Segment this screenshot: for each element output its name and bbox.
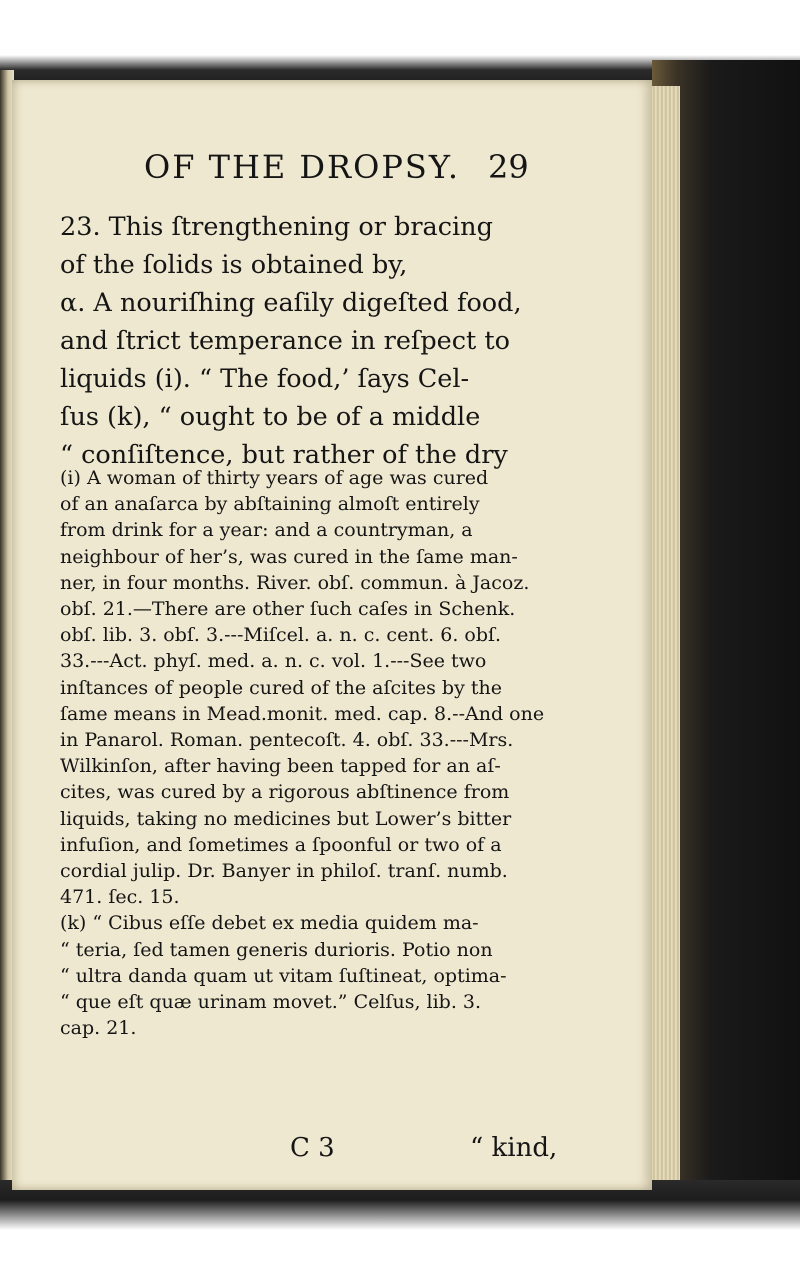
footnote-line: Wilkinſon, after having been tapped for an aſ- (60, 755, 501, 778)
footnote-line: cites, was cured by a rigorous abſtinence from (60, 781, 510, 804)
footnote-line: ner, in four months. River. obſ. commun. à Jacoz. (60, 571, 530, 594)
main-text (60, 208, 630, 474)
main-text-line: liquids (i). “ The food,’ ſays Cel- (60, 364, 470, 394)
main-text-line: “ conſiſtence, but rather of the dry (60, 440, 508, 470)
footnote-line: of an anaſarca by abſtaining almoſt entirely (60, 493, 480, 516)
footnote-line: neighbour of her’s, was cured in the ſame man- (60, 545, 518, 568)
book-page (12, 80, 652, 1190)
main-text-line: and ſtrict temperance in reſpect to (60, 326, 510, 356)
footnote-line: “ ultra danda quam ut vitam ſuſtineat, optima- (60, 964, 507, 987)
footnote-line: 471. ſec. 15. (60, 886, 180, 909)
page-number: 29 (488, 148, 529, 186)
footnote-line: 33.---Act. phyſ. med. a. n. c. vol. 1.---See two (60, 650, 487, 673)
main-text-line: α. A nouriſhing eaſily digeſted food, (60, 288, 522, 318)
main-text-line: 23. This ſtrengthening or bracing (60, 212, 493, 242)
footnote-line: “ que eſt quæ urinam movet.” Celſus, lib. 3. (60, 991, 482, 1014)
footnote-line: inſtances of people cured of the aſcites by the (60, 676, 502, 699)
catchword: “ kind, (470, 1133, 558, 1163)
footnotes (60, 465, 632, 1041)
page-content (12, 80, 652, 1190)
footnote-line: obſ. lib. 3. obſ. 3.---Miſcel. a. n. c. cent. 6. obſ. (60, 624, 502, 647)
footnote-line: in Panarol. Roman. pentecoſt. 4. obſ. 33.---Mrs. (60, 729, 514, 752)
footnote-line: ſame means in Mead.monit. med. cap. 8.--And one (60, 702, 545, 725)
footnote-line: liquids, taking no medicines but Lower’s bitter (60, 807, 512, 830)
footnote-line: infuſion, and ſometimes a ſpoonful or two of a (60, 833, 502, 856)
main-text-line: ſus (k), “ ought to be of a middle (60, 402, 481, 432)
footnote-line: “ teria, ſed tamen generis durioris. Potio non (60, 938, 493, 961)
footnote-line: (k) “ Cibus eſſe debet ex media quidem ma- (60, 912, 479, 935)
footnote-line: (i) A woman of thirty years of age was cured (60, 467, 489, 489)
main-text-line: of the ſolids is obtained by, (60, 250, 408, 280)
signature-mark: C 3 (290, 1133, 335, 1163)
running-header (144, 148, 644, 186)
footnote-line: cap. 21. (60, 1017, 137, 1040)
footnote-line: cordial julip. Dr. Banyer in philoſ. tranſ. numb. (60, 860, 508, 883)
book-cover-bottom (0, 1180, 800, 1269)
footnote-line: obſ. 21.—There are other ſuch caſes in Schenk. (60, 598, 516, 621)
header-title: OF THE DROPSY. (144, 148, 460, 186)
footnote-line: from drink for a year: and a countryman, a (60, 519, 473, 542)
